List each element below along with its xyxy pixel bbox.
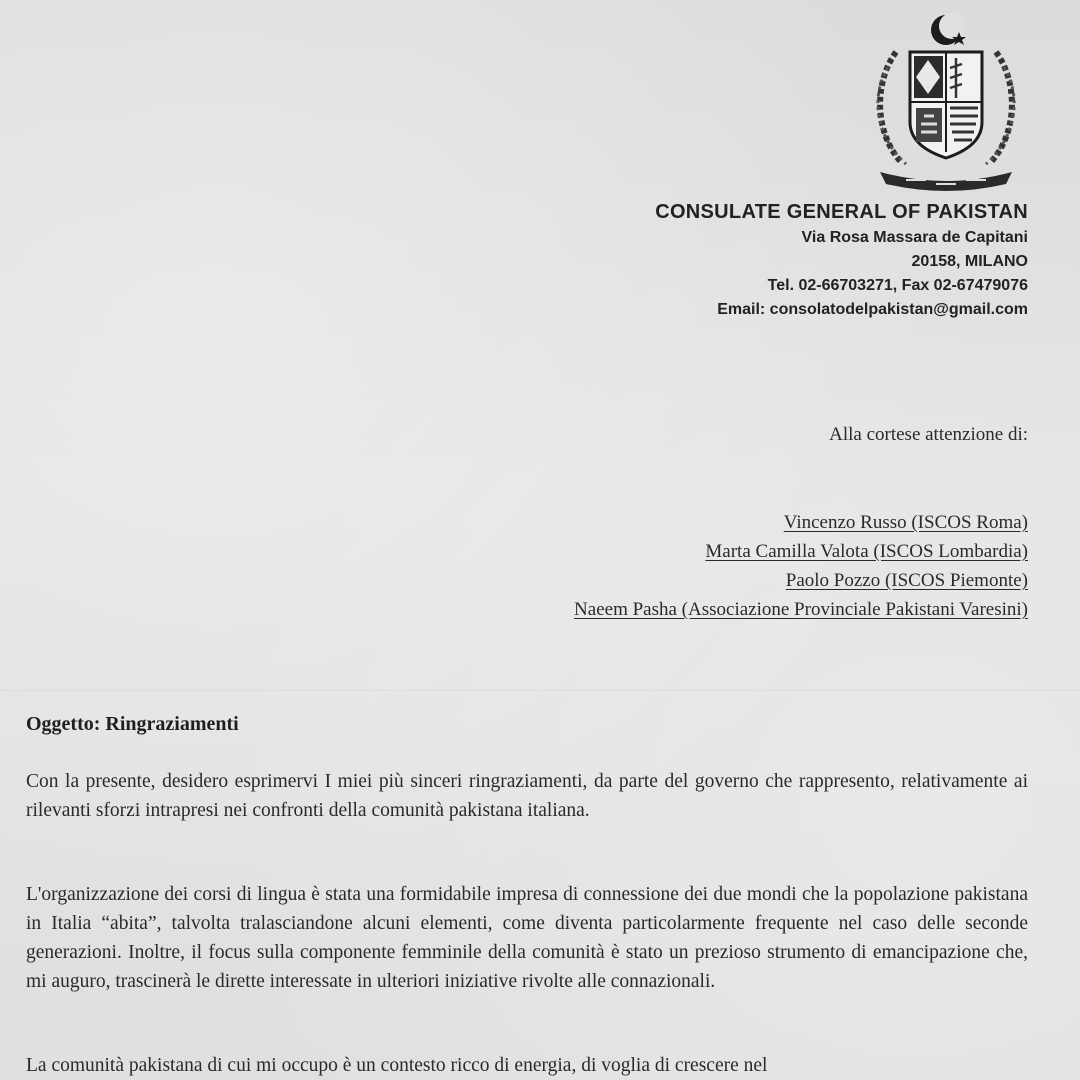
- recipient-item: Paolo Pozzo (ISCOS Piemonte): [785, 570, 1028, 591]
- letterhead: [655, 198, 1028, 322]
- state-emblem-icon: [866, 12, 1026, 192]
- attention-line: Alla cortese attenzione di:: [829, 424, 1028, 445]
- phone-fax: Tel. 02-66703271, Fax 02-67479076: [767, 277, 1028, 294]
- organization-name: CONSULATE GENERAL OF PAKISTAN: [655, 201, 1028, 223]
- subject-line: Oggetto: Ringraziamenti: [26, 713, 239, 735]
- recipient-item: Marta Camilla Valota (ISCOS Lombardia): [705, 541, 1028, 562]
- address-street: Via Rosa Massara de Capitani: [801, 229, 1028, 246]
- email-line: Email: consolatodelpakistan@gmail.com: [717, 301, 1028, 318]
- body-paragraph: Con la presente, desidero esprimervi I miei più sinceri ringraziamenti, da parte del governo che rappresento, relativamente ai rilevanti sforzi intrapresi nei confronti della comunità pakistana italiana.: [26, 771, 1028, 821]
- address-city: 20158, MILANO: [911, 253, 1028, 270]
- body-paragraph: La comunità pakistana di cui mi occupo è un contesto ricco di energia, di voglia di crescere nel: [26, 1055, 768, 1076]
- recipient-item: Vincenzo Russo (ISCOS Roma): [783, 512, 1028, 533]
- recipient-list: [574, 508, 1028, 624]
- recipient-item: Naeem Pasha (Associazione Provinciale Pakistani Varesini): [574, 599, 1028, 620]
- paper-fold: [0, 690, 1080, 691]
- body-paragraph: L'organizzazione dei corsi di lingua è stata una formidabile impresa di connessione dei due mondi che la popolazione pakistana in Italia “abita”, talvolta tralasciandone alcuni elementi, come diventa particolarmente frequente nel caso delle seconde generazioni. Inoltre, il focus sulla componente femminile della comunità è stato un prezioso strumento di emancipazione che, mi auguro, trascinerà le dirette interessate in ulteriori iniziative rivolte alle connazionali.: [26, 884, 1028, 992]
